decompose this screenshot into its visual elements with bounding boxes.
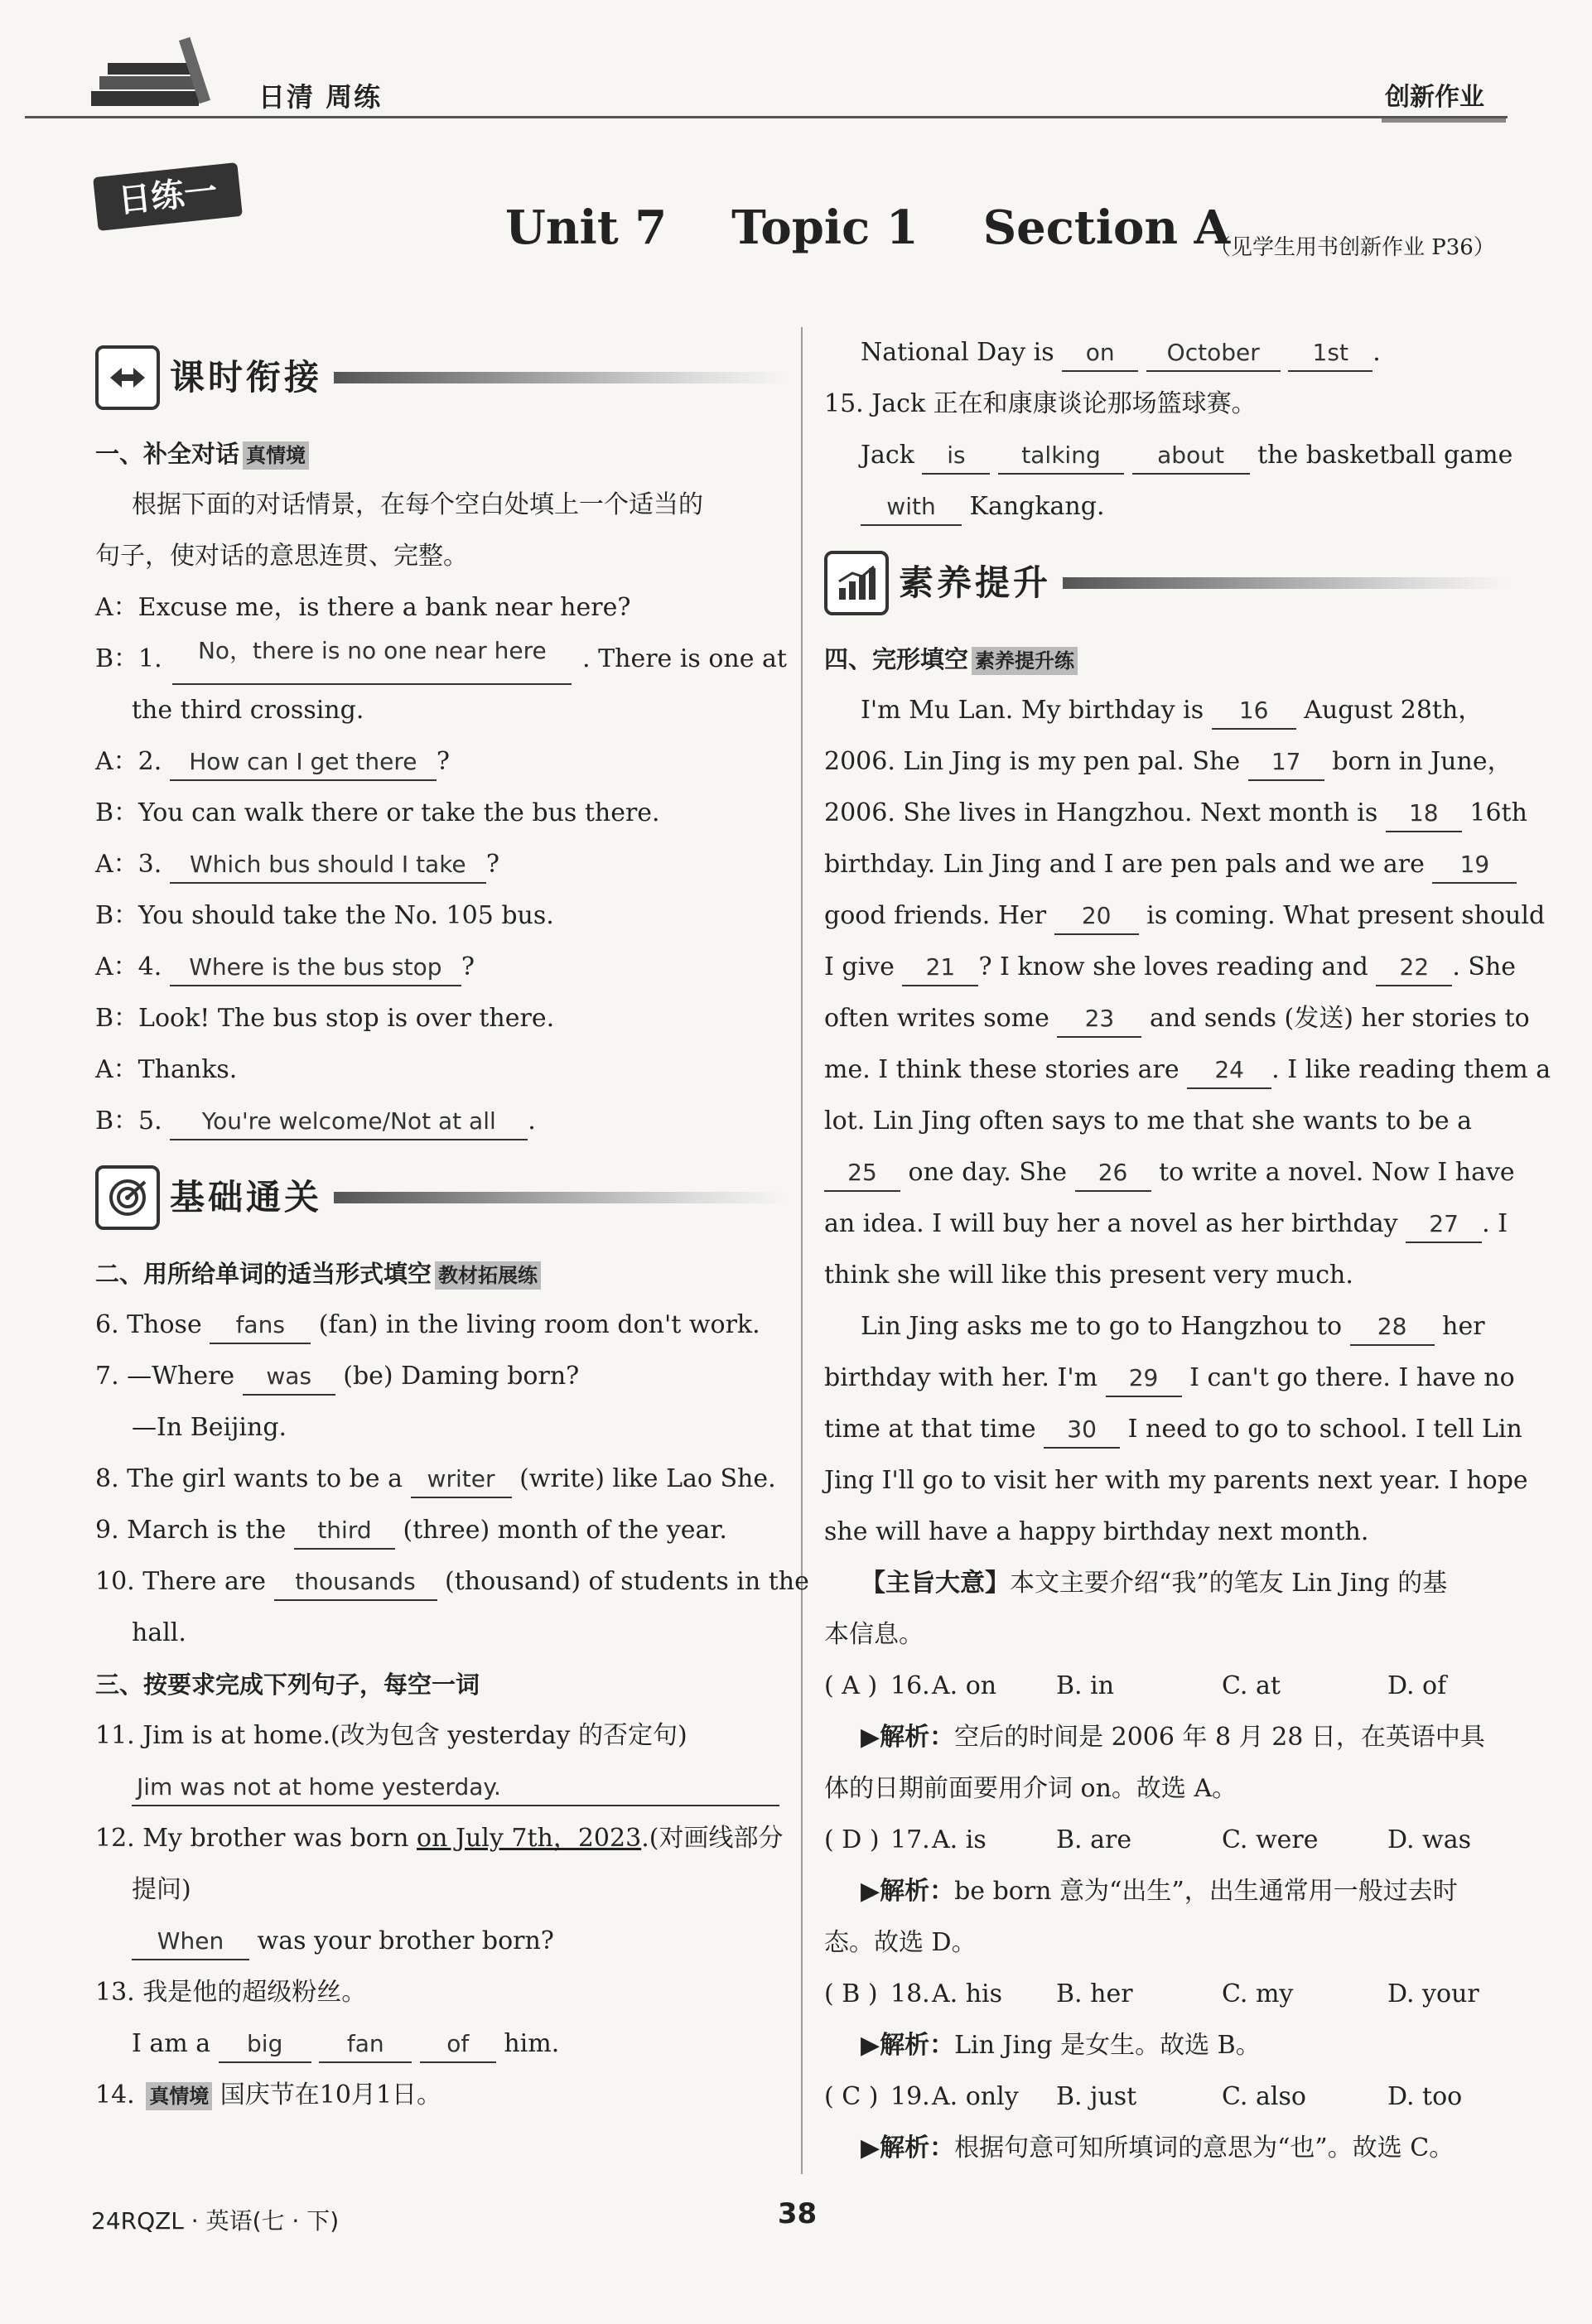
part3-heading: 三、按要求完成下列句子，每空一词	[95, 1671, 480, 1699]
text: ?	[461, 952, 475, 981]
text: National Day is	[861, 338, 1054, 367]
analysis-tag: ▶解析：	[861, 1877, 955, 1906]
cloze-blank: 21	[902, 950, 978, 986]
answer-blank: talking	[998, 438, 1124, 475]
text: (thousand) of students in the	[445, 1567, 809, 1596]
text: A：3.	[95, 850, 162, 879]
text: 6. Those	[95, 1310, 202, 1339]
cloze-blank: 26	[1075, 1155, 1151, 1192]
option: C. were	[1222, 1825, 1319, 1854]
question-line: 提问)	[132, 1875, 191, 1904]
section-bar-1	[334, 372, 787, 383]
question-line: 14. 真情境 国庆节在10月1日。	[95, 2081, 442, 2109]
cloze-blank: 28	[1350, 1309, 1435, 1346]
question-line	[95, 2018, 787, 2070]
option: A. on	[932, 1671, 997, 1700]
section-header-2	[95, 1152, 787, 1243]
answer-blank: Where is the bus stop	[170, 950, 461, 986]
text: Lin Jing asks me to go to Hangzhou to	[861, 1312, 1343, 1341]
cloze-blank: 17	[1248, 745, 1324, 781]
option: A. is	[932, 1825, 987, 1854]
passage-line	[824, 1044, 1551, 1096]
text: (fan) in the living room don't work.	[318, 1310, 760, 1339]
part1-tag: 真情境	[243, 441, 309, 470]
option: C. my	[1222, 1979, 1294, 2008]
title-reference: （见学生用书创新作业 P36）	[1209, 235, 1495, 260]
text: be born 意为“出生”，出生通常用一般过去时	[954, 1877, 1458, 1906]
question-line	[824, 481, 1508, 533]
text: him.	[504, 2029, 560, 2058]
dialog-line: the third crossing.	[132, 696, 364, 725]
text: I'm Mu Lan. My birthday is	[861, 696, 1204, 725]
option: C. at	[1222, 1671, 1281, 1700]
answer-blank: of	[420, 2027, 496, 2063]
cloze-blank: 20	[1054, 899, 1139, 935]
option: B. are	[1056, 1825, 1132, 1854]
dialog-line: B：Look! The bus stop is over there.	[95, 1004, 555, 1033]
text: is coming. What present should	[1146, 901, 1546, 930]
answer-letter: B	[842, 1979, 861, 2008]
analysis-line: 态。故选 D。	[824, 1928, 977, 1957]
analysis-tag: ▶解析：	[861, 2134, 955, 2162]
text: 9. March is the	[95, 1516, 287, 1545]
passage-line	[824, 1404, 1522, 1455]
question-line	[95, 1556, 809, 1608]
option: D. too	[1387, 2082, 1463, 2111]
dialog-line: B：You should take the No. 105 bus.	[95, 901, 554, 930]
option: A. only	[932, 2082, 1019, 2111]
question-line	[824, 327, 1508, 378]
part1-heading: 一、补全对话	[95, 440, 240, 468]
text: A：2.	[95, 747, 162, 776]
text: ?	[485, 850, 499, 879]
text: 空后的时间是 2006 年 8 月 28 日，在英语中具	[954, 1723, 1485, 1752]
cloze-blank: 22	[1376, 950, 1452, 986]
analysis-line: 体的日期前面要用介词 on。故选 A。	[824, 1774, 1237, 1803]
header-left: 日清 周练	[258, 81, 383, 113]
answer-blank: How can I get there	[170, 745, 437, 781]
q-num: 17.	[890, 1825, 930, 1854]
text: I need to go to school. I tell Lin	[1127, 1415, 1522, 1444]
part2-tag: 教材拓展练	[435, 1261, 541, 1290]
option: B. her	[1056, 1979, 1133, 2008]
question-line	[95, 1351, 787, 1402]
question-line: —In Beijing.	[132, 1413, 287, 1442]
option: D. of	[1387, 1671, 1447, 1700]
passage-line	[824, 839, 1508, 890]
analysis-line	[824, 2123, 1508, 2174]
answer-blank: about	[1132, 438, 1250, 475]
text: born in June，	[1332, 747, 1512, 776]
passage-line	[824, 1198, 1508, 1250]
answer-blank: When	[132, 1924, 249, 1960]
passage-line: she will have a happy birthday next month.	[824, 1517, 1369, 1546]
text: 10. There are	[95, 1567, 266, 1596]
q-num: 16.	[890, 1671, 930, 1700]
text: 16th	[1469, 798, 1527, 827]
option: A. his	[932, 1979, 1003, 2008]
text: (write) like Lao She.	[519, 1464, 776, 1493]
part4-heading: 四、完形填空	[824, 645, 969, 673]
answer-blank: October	[1146, 335, 1281, 372]
passage-line	[824, 942, 1517, 993]
answer-blank: is	[922, 438, 990, 475]
text: 12. My brother was born	[95, 1824, 417, 1853]
question-line: 15. Jack 正在和康康谈论那场篮球赛。	[824, 389, 1257, 418]
question-line: 13. 我是他的超级粉丝。	[95, 1978, 367, 2007]
text: . I	[1482, 1209, 1508, 1238]
passage-line	[824, 993, 1530, 1044]
answer-blank: fan	[319, 2027, 412, 2063]
cloze-blank: 23	[1057, 1001, 1141, 1038]
text: B：5.	[95, 1107, 162, 1135]
section-title-2: 基础通关	[170, 1177, 323, 1217]
summary-line: 本信息。	[824, 1620, 924, 1649]
text: I am a	[132, 2029, 211, 2058]
q-num: 18.	[890, 1979, 930, 2008]
text: A：4.	[95, 952, 162, 981]
cloze-blank: 27	[1406, 1207, 1482, 1243]
section-title-3: 素养提升	[899, 562, 1052, 603]
text: B：1.	[95, 644, 162, 673]
section-title-1: 课时衔接	[170, 357, 323, 398]
passage-line	[824, 1352, 1515, 1404]
analysis-line	[824, 1712, 1508, 1763]
text: 本文主要介绍“我”的笔友 Lin Jing 的基	[1010, 1569, 1448, 1598]
answer-blank: writer	[411, 1462, 512, 1498]
text: and sends (发送) her stories to	[1149, 1004, 1530, 1033]
section-bar-3	[1063, 577, 1508, 589]
cloze-blank: 19	[1432, 847, 1517, 884]
right-column	[824, 327, 1551, 2174]
option: C. also	[1222, 2082, 1306, 2111]
page-number: 38	[777, 2197, 818, 2230]
text: me. I think these stories are	[824, 1055, 1180, 1084]
question-line	[824, 430, 1513, 481]
footer-code: 24RQZL · 英语(七 · 下)	[91, 2207, 340, 2235]
text: 2006. She lives in Hangzhou. Next month is	[824, 798, 1378, 827]
passage-line	[824, 736, 1512, 788]
question-line: 11. Jim is at home.(改为包含 yesterday 的否定句)	[95, 1721, 687, 1750]
text: . She	[1452, 952, 1517, 981]
question-line	[95, 1505, 787, 1556]
text: 根据句意可知所填词的意思为“也”。故选 C。	[954, 2134, 1455, 2162]
dialog-line	[95, 1096, 787, 1147]
cloze-blank: 30	[1044, 1412, 1120, 1449]
text: ?	[436, 747, 450, 776]
text: good friends. Her	[824, 901, 1047, 930]
answer-blank: No，there is no one near here	[172, 634, 572, 685]
passage-line: Jing I'll go to visit her with my parents next year. I hope	[824, 1466, 1528, 1495]
text: August 28th，	[1304, 696, 1483, 725]
column-divider	[801, 327, 803, 2174]
option: B. in	[1056, 1671, 1115, 1700]
part4-tag: 素养提升练	[972, 647, 1078, 675]
text: Lin Jing 是女生。故选 B。	[954, 2031, 1261, 2060]
text: 2006. Lin Jing is my pen pal. She	[824, 747, 1241, 776]
section-header-3	[824, 538, 1508, 629]
passage-line	[824, 1301, 1508, 1352]
text: . I like reading them a	[1271, 1055, 1551, 1084]
option: D. your	[1387, 1979, 1479, 2008]
dialog-line	[95, 839, 787, 890]
analysis-tag: ▶解析：	[861, 1723, 955, 1752]
answer-option-row: ( D ) 17. A. is B. are C. were D. was	[824, 1815, 1508, 1866]
answer-blank: Jim was not at home yesterday.	[132, 1770, 779, 1806]
dialog-line: A：Thanks.	[95, 1055, 238, 1084]
analysis-line	[824, 2020, 1508, 2071]
answer-blank: Which bus should I take	[170, 847, 486, 884]
text: was your brother born?	[257, 1926, 554, 1955]
answer-blank: thousands	[274, 1565, 437, 1601]
underlined-text: on July 7th，2023	[417, 1824, 642, 1853]
passage-line	[824, 890, 1546, 942]
answer-blank: was	[243, 1359, 335, 1396]
text: ? I know she loves reading and	[978, 952, 1368, 981]
analysis-tag: ▶解析：	[861, 2031, 955, 2060]
books-icon	[91, 33, 215, 116]
answer-blank: fans	[210, 1308, 311, 1344]
text: (be) Daming born?	[343, 1362, 580, 1391]
cloze-blank: 16	[1212, 693, 1296, 730]
part2-heading: 二、用所给单词的适当形式填空	[95, 1260, 432, 1288]
section-header-1	[95, 332, 787, 423]
text: .(对画线部分	[641, 1824, 784, 1853]
page-title: Unit 7 Topic 1 Section A	[505, 200, 1231, 255]
question-line	[95, 1813, 787, 1864]
dialog-line	[95, 736, 787, 788]
cloze-blank: 18	[1386, 796, 1462, 832]
option: B. just	[1056, 2082, 1137, 2111]
dialog-line	[95, 634, 787, 685]
text: I can't go there. I have no	[1189, 1363, 1515, 1392]
text: .	[1372, 338, 1381, 367]
question-line: hall.	[132, 1618, 186, 1647]
question-line	[95, 1762, 787, 1813]
dialog-line: A：Excuse me，is there a bank near here?	[95, 593, 631, 622]
passage-line	[824, 788, 1527, 839]
answer-blank: on	[1062, 335, 1138, 372]
answer-blank: third	[294, 1513, 395, 1550]
section-bar-2	[334, 1192, 787, 1203]
answer-option-row: ( B ) 18. A. his B. her C. my D. your	[824, 1969, 1508, 2020]
text: often writes some	[824, 1004, 1049, 1033]
text: Jack	[861, 441, 914, 470]
text: one day. She	[908, 1158, 1067, 1187]
question-line	[95, 1299, 787, 1351]
cloze-blank: 29	[1106, 1361, 1182, 1397]
text: birthday with her. I'm	[824, 1363, 1098, 1392]
dialog-line: B：You can walk there or take the bus there.	[95, 798, 660, 827]
dialog-line	[95, 942, 787, 993]
text: I give	[824, 952, 895, 981]
text: Kangkang.	[969, 492, 1105, 521]
passage-line: think she will like this present very much.	[824, 1261, 1353, 1290]
question-line	[95, 1454, 787, 1505]
part1-instr1: 根据下面的对话情景，在每个空白处填上一个适当的	[132, 490, 703, 519]
summary-tag: 【主旨大意】	[861, 1569, 1010, 1598]
part1-instr2: 句子，使对话的意思连贯、完整。	[95, 542, 468, 571]
text: . There is one at	[582, 644, 787, 673]
text: .	[528, 1107, 536, 1135]
text: birthday. Lin Jing and I are pen pals and we are	[824, 850, 1425, 879]
cloze-blank: 24	[1187, 1053, 1271, 1089]
q14-tag: 真情境	[146, 2082, 212, 2110]
passage-line	[824, 1147, 1515, 1198]
answer-blank: 1st	[1288, 335, 1372, 372]
answer-blank: You're welcome/Not at all	[170, 1104, 528, 1140]
text: 国庆节在10月1日。	[220, 2081, 442, 2109]
text: her	[1442, 1312, 1485, 1341]
passage-line	[824, 685, 1508, 736]
answer-option-row: ( A ) 16. A. on B. in C. at D. of	[824, 1661, 1508, 1712]
text: an idea. I will buy her a novel as her birthday	[824, 1209, 1398, 1238]
text: the basketball game	[1257, 441, 1513, 470]
bar-chart-icon	[824, 551, 889, 615]
text: 7. —Where	[95, 1362, 235, 1391]
daily-badge: 日练一	[93, 162, 243, 231]
answer-letter: D	[842, 1825, 862, 1854]
answer-letter: A	[842, 1671, 860, 1700]
text: (three) month of the year.	[403, 1516, 727, 1545]
left-column	[95, 327, 809, 2121]
question-line	[95, 1916, 787, 1967]
target-icon	[95, 1165, 160, 1230]
passage-line: lot. Lin Jing often says to me that she wants to be a	[824, 1107, 1472, 1135]
text: to write a novel. Now I have	[1159, 1158, 1515, 1187]
analysis-line	[824, 1866, 1508, 1917]
header-rule	[25, 116, 1508, 118]
header-right: 创新作业	[1385, 83, 1484, 112]
answer-option-row: ( C ) 19. A. only B. just C. also D. too	[824, 2071, 1508, 2123]
text: time at that time	[824, 1415, 1036, 1444]
arrows-icon	[95, 345, 160, 410]
answer-blank: big	[219, 2027, 311, 2063]
option: D. was	[1387, 1825, 1472, 1854]
q-num: 19.	[890, 2082, 930, 2111]
text: 8. The girl wants to be a	[95, 1464, 403, 1493]
summary-line	[824, 1558, 1508, 1609]
cloze-blank: 25	[824, 1155, 900, 1192]
answer-blank: with	[861, 489, 962, 526]
answer-letter: C	[842, 2082, 861, 2111]
